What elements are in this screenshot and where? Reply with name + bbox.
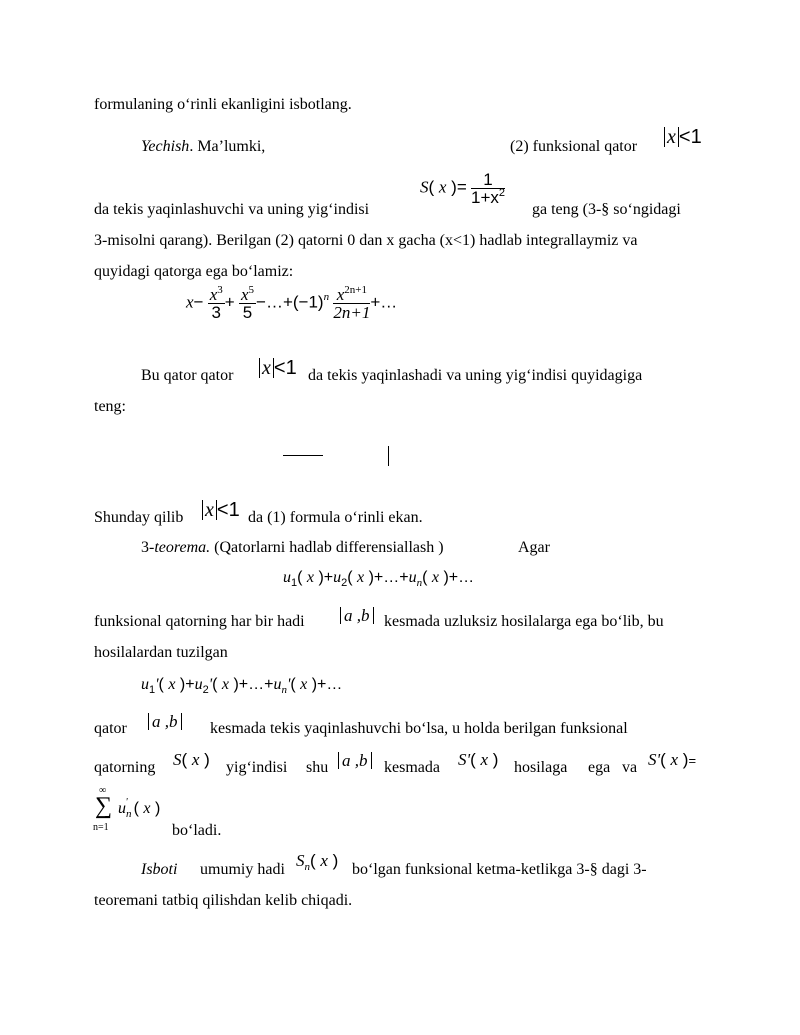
lt-one: <1 [678,126,702,148]
fraction-bar-fragment [283,455,323,456]
line-2-left [141,139,265,155]
line-13-qatorning: qatorning [94,759,156,776]
line-1: formulaning o‘rinli ekanligini isbotlang. [94,96,352,113]
line-13-ega: ega [588,759,611,776]
abs-x-lt-1-c: x <1 [202,500,240,520]
line-13-shu: shu [306,759,329,776]
line-13-hosilaga: hosilaga [514,759,568,776]
fraction-num: 1 [471,171,505,189]
line-15-umumiy: umumiy hadi [200,861,285,878]
fraction-1-over-1-plus-x2 [471,171,505,206]
sum-lower-limit: n=1 [93,822,109,833]
series-x: x [186,292,194,312]
line-4: 3-misolni qarang). Berilgan (2) qatorni 0 dan x gacha (x<1) hadlab integrallaymiz va [94,232,638,249]
math-x: x [438,177,447,197]
abs-x: x [664,127,679,147]
sum-term: $u_n'$ ( x ) [118,797,161,820]
line-14: bo‘ladi. [172,822,222,839]
series-u: $u_1$( x )$+u_2$( x )$+\dots+u_n$( x )+… [283,569,475,589]
line-6-right: da tekis yaqinlashadi va uning yig‘indisi quyidagiga [308,367,643,384]
line-15-right: bo‘lgan funksional ketma-ketlikga 3-§ dagi 3- [352,861,647,878]
line-16: teoremani tatbiq qilishdan kelib chiqadi. [94,892,353,909]
formula-S-n-x: $S_n$( x ) [296,851,339,873]
line-8-left: Shunday qilib [94,509,184,526]
formula-S-prime-eq: S'( x )= [648,750,697,769]
formula-S-x: S( x ) [173,750,210,769]
formula-S-sum: S( x )= $\frac{1}{1+x^2}$ [420,170,506,207]
line-13-va: va [622,759,638,776]
line-3-right: ga teng (3-§ so‘ngidagi [532,201,681,218]
frac-x2n1: $\frac{x^{2n+1}}{2n+1}$ [333,284,371,322]
line-13-yigindisi: yig‘indisi [226,759,288,776]
line-11: hosilalardan tuzilgan [94,644,228,661]
abs-x-lt-1-a [664,127,702,147]
line-2-right: (2) funksional qator [510,138,638,155]
frac-x5-5: $\frac{x^5}{5}$ [240,284,255,322]
yechish-label: Yechish [141,138,190,155]
series-formula: x− $\frac{x^3}{3}$ + $\frac{x^5}{5}$ $-\dots+(-1)^n$ $\frac{x^{2n+1}}{2n+1}$ +… [186,284,398,322]
line-12-right: kesmada tekis yaqinlashuvchi bo‘lsa, u holda berilgan funksional [210,720,628,737]
line-10-left: funksional qatorning har bir hadi [94,613,305,630]
line-7: teng: [94,398,126,415]
line-9-agar: Agar [518,539,550,556]
line-2-text: . Ma’lumki, [189,138,266,155]
interval-a-b-3: a ,b [338,752,372,769]
theorem-3-heading: 3-teorema. (Qatorlarni hadlab differensiallash ) [141,539,444,556]
fraction-den: $1+x^2$ [471,187,506,207]
line-3-left: da tekis yaqinlashuvchi va uning yig‘indisi [94,201,370,218]
line-12-left: qator [94,720,127,737]
sum-upper-limit: ∞ [99,785,107,796]
line-10-right: kesmada uzluksiz hosilalarga ega bo‘lib, bu [384,613,664,630]
interval-a-b-2: a ,b [148,713,182,730]
abs-bar-fragment [388,446,389,466]
interval-a-b-1: a ,b [340,607,374,624]
isboti-label: Isboti [141,861,178,878]
line-13-kesmada: kesmada [384,759,440,776]
abs-x-lt-1-b: x <1 [259,358,297,378]
line-5: quyidagi qatorga ega bo‘lamiz: [94,263,294,280]
line-8-right: da (1) formula o‘rinli ekan. [248,509,423,526]
sum-symbol: ∑ [95,793,113,819]
math-S: S [420,177,429,197]
formula-S-prime-x: S'( x ) [458,750,499,769]
line-6-left: Bu qator qator [141,367,234,384]
series-u-prime: $u_1'$( x )$+u_2'$( x )$+\dots+u_n'$( x )+… [141,676,343,696]
frac-x3-3: $\frac{x^3}{3}$ [209,284,223,322]
